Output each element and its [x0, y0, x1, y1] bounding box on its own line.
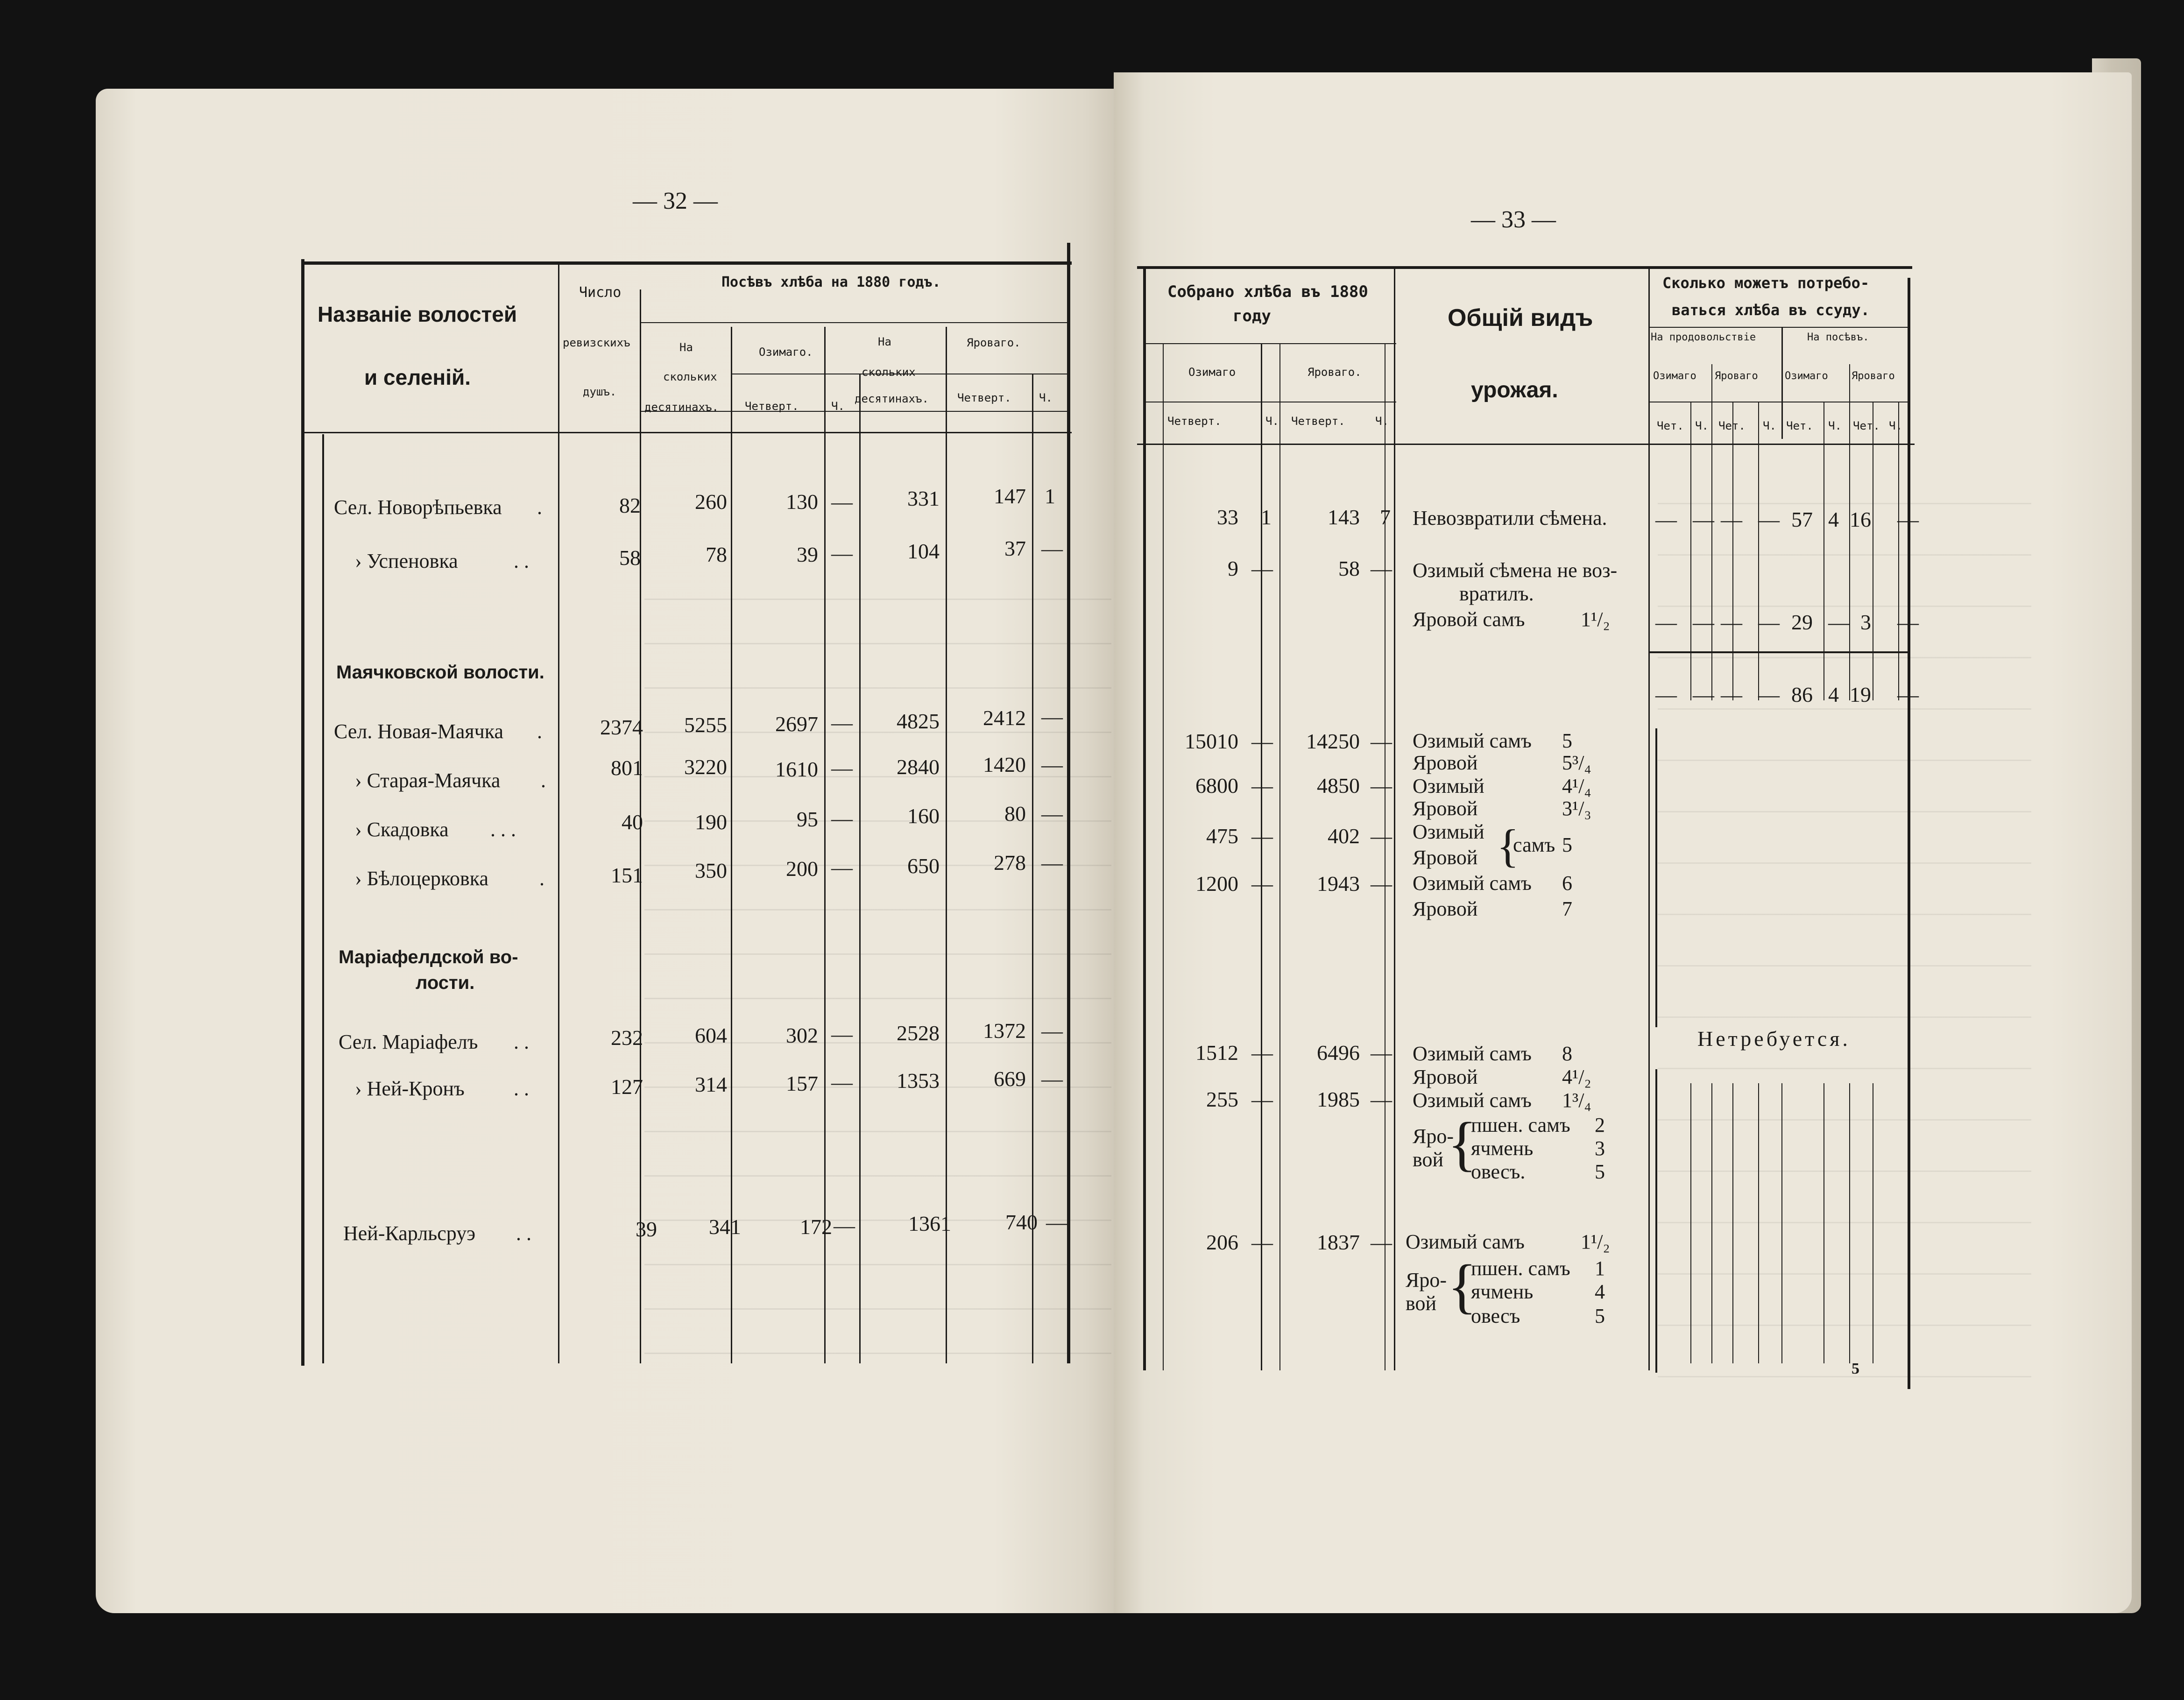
ssuda-cell: — — [1758, 683, 1780, 706]
rule — [1143, 268, 1146, 1370]
oz-ch: — — [1251, 1041, 1273, 1065]
chetvert-yar: 278 — [994, 851, 1026, 875]
harvest-yield: 4¹/₄ — [1562, 775, 1591, 797]
ssuda-cell: 19 — [1850, 683, 1871, 706]
desyatin-yar: 650 — [907, 854, 940, 878]
harvest-desc: Яро- — [1406, 1269, 1447, 1291]
rule — [1732, 1083, 1733, 1363]
oz-ch: — — [1251, 557, 1273, 580]
yar-chetvert: 14250 — [1306, 729, 1360, 753]
ssuda-cell: 57 — [1791, 508, 1813, 531]
desyatin-ozim: 260 — [695, 490, 727, 514]
desyatin-yar: 104 — [907, 539, 940, 563]
harvest-yield: 1¹/₂ — [1581, 1230, 1610, 1253]
dush: 2374 — [600, 715, 643, 739]
ssuda-cell: — — [1693, 508, 1714, 531]
harvest-desc: Озимый самъ — [1413, 729, 1532, 752]
village-name: › Бѣлоцерковка — [355, 867, 488, 890]
rule — [824, 327, 826, 1363]
header-ch-s2: Ч. — [1763, 419, 1776, 432]
ssuda-cell: — — [1693, 683, 1714, 706]
chetvert-ozim: 130 — [786, 490, 818, 514]
harvest-desc: Озимый самъ — [1413, 1042, 1532, 1065]
desyatin-yar: 4825 — [897, 709, 940, 733]
harvest-yield: 5 — [1595, 1160, 1605, 1183]
rule — [1137, 444, 1915, 445]
header-na-posev: На посѣвъ. — [1807, 332, 1869, 343]
yar-chetvert: 4850 — [1317, 774, 1360, 797]
rule — [946, 327, 947, 1363]
yar-chetvert: 1985 — [1317, 1087, 1360, 1111]
desyatin-yar: 160 — [907, 804, 940, 828]
village-name: Сел. Маріафелъ — [339, 1030, 478, 1053]
desyatin-ozim: 190 — [695, 810, 727, 834]
ch-ozim: — — [831, 1022, 853, 1046]
oz-chetvert: 1512 — [1195, 1041, 1238, 1065]
header-ozimago: Озимаго — [1188, 366, 1236, 379]
yar-chetvert: 6496 — [1317, 1041, 1360, 1065]
harvest-desc: Озимый — [1413, 820, 1484, 843]
ch-ozim: — — [831, 756, 853, 780]
brace-icon: { — [1448, 1110, 1477, 1178]
signature-mark: 5 — [1852, 1360, 1859, 1377]
leader-dot: . — [539, 867, 544, 890]
header-name: и селеній. — [364, 365, 471, 389]
header-ch-s3: Ч. — [1828, 419, 1842, 432]
ssuda-cell: 4 — [1828, 508, 1839, 531]
rule — [1067, 243, 1070, 1363]
dush: 82 — [619, 494, 641, 517]
header-skolko-2: ваться хлѣба въ ссуду. — [1672, 301, 1870, 319]
harvest-desc: Яровой — [1413, 846, 1478, 869]
rule — [1690, 1083, 1691, 1363]
village-name: Сел. Новорѣпьевка — [334, 496, 502, 519]
ssuda-cell: — — [1897, 508, 1919, 531]
ch-ozim: — — [831, 490, 853, 514]
header-na: На — [679, 341, 693, 354]
header-chetvert: Четверт. — [745, 400, 799, 413]
harvest-yield: 4¹/₂ — [1562, 1065, 1591, 1088]
rule — [1648, 651, 1910, 653]
ssuda-cell: — — [1721, 508, 1742, 531]
header-skolkih: скольких — [663, 370, 717, 383]
yar-chetvert: 402 — [1328, 824, 1360, 848]
chetvert-yar: 37 — [1004, 536, 1026, 560]
ssuda-cell: — — [1758, 508, 1780, 531]
header-dush: душъ. — [583, 385, 617, 398]
header-ch-2: Ч. — [1375, 415, 1389, 428]
ch-ozim: — — [831, 541, 853, 565]
desyatin-yar: 2840 — [897, 755, 940, 779]
rule — [731, 327, 732, 1363]
ssuda-cell: 16 — [1850, 508, 1871, 531]
village-name: Сел. Новая-Маячка — [334, 720, 504, 743]
harvest-yield: 2 — [1595, 1114, 1605, 1136]
header-posev: Посѣвъ хлѣба на 1880 годъ. — [721, 274, 941, 290]
chetvert-yar: 147 — [994, 484, 1026, 508]
header-urozhaya: урожая. — [1471, 378, 1558, 402]
desyatin-ozim: 314 — [695, 1072, 727, 1096]
oz-chetvert: 15010 — [1185, 729, 1238, 753]
village-name: › Успеновка — [355, 550, 458, 572]
harvest-desc: вой — [1413, 1148, 1444, 1171]
header-chet-3: Чет. — [1786, 419, 1813, 432]
leader-dot: . — [537, 496, 542, 519]
village-name: › Ней-Кронъ — [355, 1077, 465, 1100]
rule — [1758, 1083, 1759, 1363]
yar-chetvert: 1837 — [1317, 1230, 1360, 1254]
header-chet-4: Чет. — [1853, 419, 1880, 432]
leader-dot: . . . — [490, 818, 516, 841]
oz-chetvert: 255 — [1206, 1087, 1238, 1111]
header-chislo: Число — [579, 284, 622, 301]
rule — [1261, 343, 1262, 1370]
header-na-prodovolstvie: На продовольствіе — [1651, 332, 1756, 343]
harvest-yield: 7 — [1562, 897, 1572, 920]
harvest-desc: Яровой — [1413, 1065, 1478, 1088]
header-chet: Чет. — [1657, 419, 1684, 432]
harvest-yield: 1 — [1595, 1257, 1605, 1280]
dush: 151 — [611, 863, 643, 887]
ch-yar: — — [1041, 536, 1063, 560]
chetvert-yar: 1372 — [983, 1019, 1026, 1043]
ne-trebuetsya: Нетребуется. — [1697, 1027, 1851, 1051]
oz-ch: — — [1251, 872, 1273, 896]
yar-chetvert: 143 — [1328, 505, 1360, 529]
ssuda-cell: — — [1693, 610, 1714, 634]
oz-ch: — — [1251, 774, 1273, 797]
ssuda-cell: 4 — [1828, 683, 1839, 706]
ssuda-cell: — — [1828, 610, 1850, 634]
rule — [1898, 402, 1899, 700]
leader-dot: . . — [516, 1222, 531, 1245]
oz-chetvert: 475 — [1206, 824, 1238, 848]
harvest-desc: Яровой — [1413, 797, 1478, 820]
ssuda-cell: — — [1897, 610, 1919, 634]
header-sobrano-2: году — [1233, 307, 1271, 325]
rule — [1163, 343, 1164, 1370]
header-ch-2: Ч. — [1039, 391, 1053, 404]
header-chetvert-2: Четверт. — [1291, 415, 1345, 428]
header-ozimago-s: Озимаго — [1653, 370, 1696, 382]
page-number: — 32 — — [633, 188, 718, 214]
harvest-desc: Яровой самъ — [1413, 608, 1525, 631]
dush: 58 — [619, 546, 641, 570]
header-name: Названіе волостей — [318, 302, 517, 326]
chetvert-ozim: 200 — [786, 857, 818, 881]
oz-chetvert: 206 — [1206, 1230, 1238, 1254]
oz-chetvert: 9 — [1228, 557, 1238, 580]
ch-ozim: — — [831, 806, 853, 830]
harvest-desc: пшен. самъ — [1471, 1114, 1570, 1136]
rule — [1781, 327, 1783, 439]
brace-line — [1655, 1069, 1657, 1373]
ssuda-cell: — — [1655, 683, 1677, 706]
ssuda-cell: — — [1721, 683, 1742, 706]
harvest-yield: 5 — [1562, 833, 1572, 856]
rule — [1908, 278, 1910, 1389]
desyatin-ozim: 78 — [706, 543, 727, 566]
chetvert-yar: 669 — [994, 1067, 1026, 1091]
chetvert-yar: 740 — [1005, 1210, 1038, 1234]
dush: 40 — [622, 810, 643, 834]
harvest-desc: овесъ — [1471, 1305, 1520, 1327]
section-mayachkovskoy: Маячковской волости. — [336, 662, 544, 683]
ch-yar: — — [1041, 851, 1063, 875]
yar-ch: — — [1371, 1087, 1392, 1111]
yar-ch: — — [1371, 824, 1392, 848]
desyatin-yar: 1353 — [897, 1069, 940, 1093]
chetvert-ozim: 172 — [800, 1215, 832, 1239]
rule — [1849, 364, 1850, 700]
harvest-desc: Озимый самъ — [1406, 1230, 1525, 1253]
chetvert-ozim: 1610 — [775, 757, 818, 781]
header-chetvert: Четверт. — [1167, 415, 1222, 428]
yar-ch: — — [1371, 774, 1392, 797]
page-number: — 33 — — [1471, 206, 1556, 233]
leader-dot: . . — [514, 1030, 529, 1053]
chetvert-ozim: 302 — [786, 1023, 818, 1047]
rule — [640, 322, 1067, 323]
oz-ch: — — [1251, 824, 1273, 848]
harvest-yield: 8 — [1562, 1042, 1572, 1065]
oz-ch: — — [1251, 729, 1273, 753]
yar-chetvert: 1943 — [1317, 872, 1360, 896]
rule — [301, 432, 1072, 433]
ch-yar: — — [1041, 753, 1063, 776]
yar-ch: — — [1371, 557, 1392, 580]
harvest-yield: 3¹/₃ — [1562, 797, 1591, 820]
harvest-yield: 4 — [1595, 1280, 1605, 1303]
rule — [558, 261, 559, 1363]
leader-dot: . — [541, 769, 546, 792]
rule — [1758, 402, 1759, 700]
harvest-desc: ячмень — [1471, 1280, 1534, 1303]
harvest-yield: 6 — [1562, 872, 1572, 895]
leader-dot: . . — [514, 1077, 529, 1100]
harvest-yield: 5³/₄ — [1562, 751, 1591, 774]
yar-ch: — — [1371, 1230, 1392, 1254]
ch-ozim: — — [831, 855, 853, 879]
rule — [1648, 268, 1650, 1370]
header-desyatinah-2: десятинахъ. — [855, 392, 929, 405]
oz-ch: — — [1251, 1230, 1273, 1254]
ssuda-cell: — — [1721, 610, 1742, 634]
rule — [1137, 266, 1912, 269]
desyatin-yar: 1361 — [908, 1212, 951, 1235]
harvest-desc: Яро- — [1413, 1125, 1454, 1148]
chetvert-ozim: 2697 — [775, 712, 818, 736]
desyatin-ozim: 350 — [695, 859, 727, 882]
rule — [1144, 343, 1396, 344]
chetvert-ozim: 39 — [797, 543, 818, 566]
harvest-desc: Озимый самъ — [1413, 1089, 1532, 1112]
rule — [859, 374, 861, 1363]
rule — [322, 434, 324, 1363]
header-ch: Ч. — [1265, 415, 1279, 428]
ssuda-cell: 3 — [1860, 610, 1871, 634]
header-ch: Ч. — [831, 400, 845, 413]
ssuda-cell: — — [1655, 610, 1677, 634]
oz-ch: — — [1251, 1087, 1273, 1111]
ch-yar: — — [1041, 705, 1063, 728]
dush: 127 — [611, 1075, 643, 1099]
desyatin-ozim: 604 — [695, 1023, 727, 1047]
yar-ch: 7 — [1380, 505, 1391, 529]
rule — [1648, 327, 1910, 328]
harvest-yield: 5 — [1562, 729, 1572, 752]
harvest-desc: Озимый самъ — [1413, 872, 1532, 895]
yar-ch: — — [1371, 729, 1392, 753]
ch-ozim: — — [831, 711, 853, 734]
rule — [1690, 402, 1691, 700]
ssuda-cell: — — [1758, 610, 1780, 634]
brace-icon: { — [1448, 1253, 1477, 1320]
harvest-desc: Озимый — [1413, 775, 1484, 797]
brace-line — [1655, 728, 1657, 1027]
header-yarovago: Яроваго. — [1308, 366, 1362, 379]
header-revizskih: ревизскихъ — [563, 336, 630, 349]
harvest-desc: вой — [1406, 1292, 1437, 1315]
village-name: Ней-Карльсруэ — [343, 1222, 476, 1245]
rule — [1732, 402, 1733, 700]
header-desyatinah: десятинахъ. — [644, 401, 719, 414]
header-ch-s: Ч. — [1695, 419, 1709, 432]
leader-dot: . — [537, 720, 542, 743]
harvest-desc: вратилъ. — [1459, 582, 1534, 605]
desyatin-ozim: 3220 — [684, 755, 727, 779]
harvest-yield: 1¹/₂ — [1581, 608, 1610, 631]
header-obshiy-vid: Общій видъ — [1448, 304, 1593, 332]
oz-chetvert: 6800 — [1195, 774, 1238, 797]
desyatin-yar: 2528 — [897, 1021, 940, 1045]
rule — [301, 259, 304, 1366]
ch-yar: — — [1041, 1067, 1063, 1091]
dush: 39 — [636, 1217, 657, 1241]
chetvert-yar: 1420 — [983, 753, 1026, 776]
desyatin-ozim: 341 — [709, 1215, 741, 1239]
ch-ozim: — — [831, 1070, 853, 1094]
oz-ch: 1 — [1261, 505, 1272, 529]
header-skolko: Сколько можетъ потребо- — [1662, 274, 1870, 292]
header-na-2: На — [878, 335, 891, 348]
village-name: › Старая-Маячка — [355, 769, 501, 792]
harvest-desc: Яровой — [1413, 897, 1478, 920]
harvest-desc: овесъ. — [1471, 1160, 1526, 1183]
harvest-yield: 1³/₄ — [1562, 1089, 1591, 1112]
brace-icon: { — [1497, 820, 1519, 872]
harvest-yield: 3 — [1595, 1137, 1605, 1160]
section-mariafeldskoy: Маріафелдской во- — [339, 947, 518, 967]
oz-chetvert: 1200 — [1195, 872, 1238, 896]
header-chetvert-2: Четверт. — [957, 391, 1011, 404]
yar-ch: — — [1371, 872, 1392, 896]
header-sobrano: Собрано хлѣба въ 1880 — [1167, 282, 1368, 301]
dush: 232 — [611, 1026, 643, 1050]
header-yarovago-s: Яроваго — [1715, 370, 1758, 382]
ssuda-cell: 86 — [1791, 683, 1813, 706]
harvest-desc: ячмень — [1471, 1137, 1534, 1160]
rule — [1781, 1083, 1782, 1363]
rule — [1849, 1083, 1850, 1363]
ssuda-cell: 29 — [1791, 610, 1813, 634]
village-name: › Скадовка — [355, 818, 449, 841]
chetvert-ozim: 157 — [786, 1072, 818, 1095]
chetvert-yar: 2412 — [983, 706, 1026, 730]
header-yarovago: Яроваго. — [967, 336, 1021, 349]
harvest-desc: самъ — [1513, 833, 1555, 856]
rule — [301, 261, 1072, 265]
oz-chetvert: 33 — [1217, 505, 1238, 529]
ch-yar: 1 — [1045, 484, 1055, 508]
rule — [1711, 1083, 1712, 1363]
ssuda-cell: — — [1897, 683, 1919, 706]
harvest-desc: Озимый сѣмена не воз- — [1413, 559, 1618, 582]
rule — [1394, 268, 1395, 1370]
header-yarovago-s2: Яроваго — [1852, 370, 1895, 382]
ch-ozim: — — [834, 1213, 855, 1237]
leader-dot: . . — [514, 550, 529, 572]
desyatin-ozim: 5255 — [684, 713, 727, 737]
header-ch-s4: Ч. — [1889, 419, 1902, 432]
yar-ch: — — [1371, 1041, 1392, 1065]
harvest-yield: 5 — [1595, 1305, 1605, 1327]
harvest-desc: Невозвратили сѣмена. — [1413, 507, 1607, 529]
ch-yar: — — [1041, 1019, 1063, 1043]
dush: 801 — [611, 756, 643, 780]
header-ozimago: Озимаго. — [759, 346, 813, 359]
harvest-desc: Яровой — [1413, 751, 1478, 774]
yar-chetvert: 58 — [1338, 557, 1360, 580]
chetvert-ozim: 95 — [797, 807, 818, 831]
header-ozimago-s2: Озимаго — [1785, 370, 1828, 382]
chetvert-yar: 80 — [1004, 802, 1026, 825]
rule — [1279, 343, 1280, 1370]
section-mariafeldskoy-2: лости. — [416, 973, 475, 993]
header-skolkih-2: скольких — [862, 366, 916, 379]
rule — [1711, 364, 1712, 700]
ch-yar: — — [1041, 802, 1063, 825]
desyatin-yar: 331 — [907, 487, 940, 510]
header-chet-2: Чет. — [1718, 419, 1746, 432]
ssuda-cell: — — [1655, 508, 1677, 531]
harvest-desc: пшен. самъ — [1471, 1257, 1570, 1280]
ch-yar: — — [1046, 1210, 1067, 1234]
